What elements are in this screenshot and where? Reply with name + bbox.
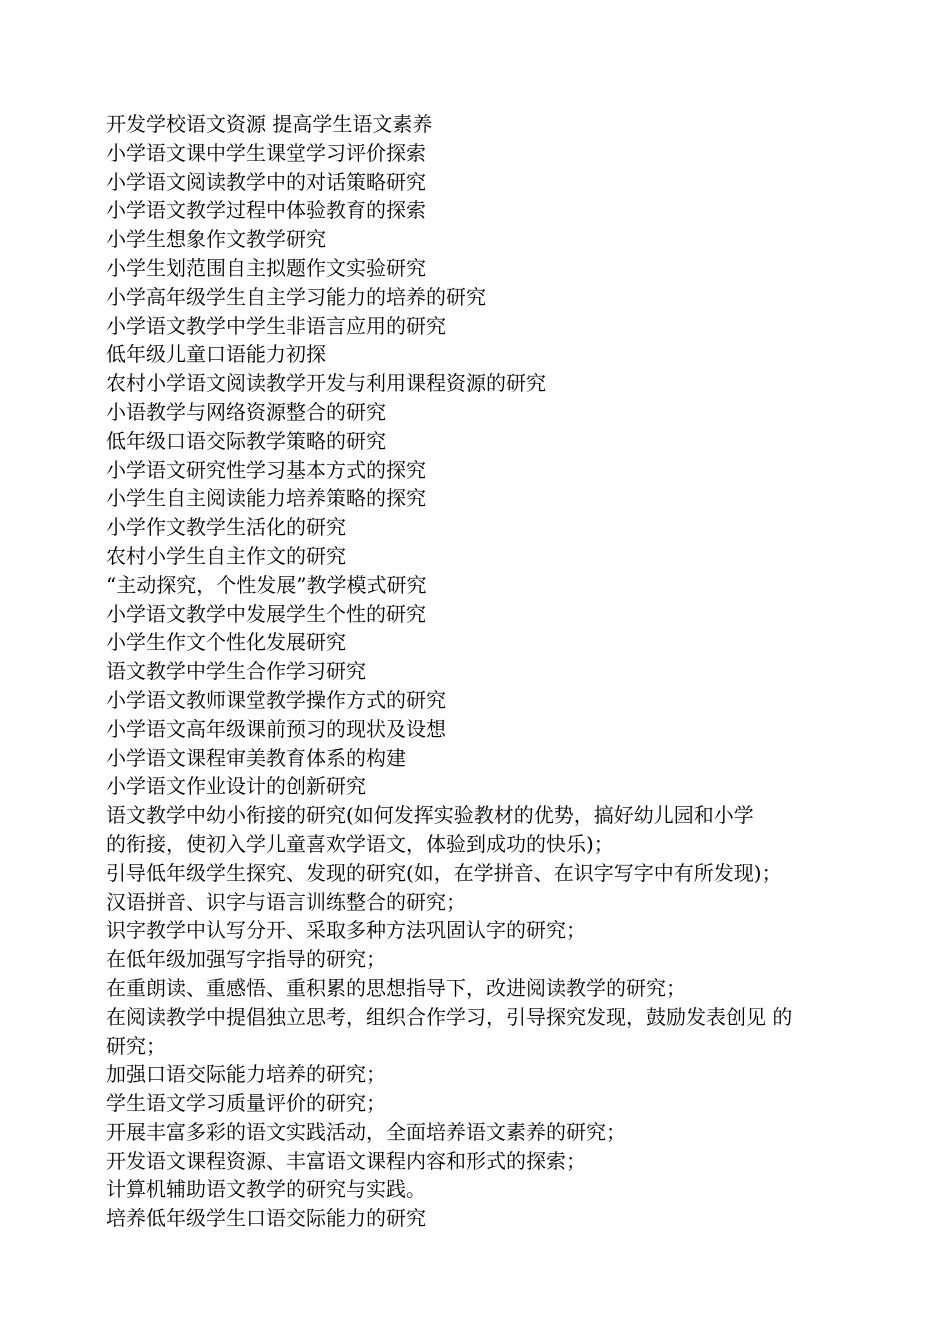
text-line: 农村小学语文阅读教学开发与利用课程资源的研究 — [106, 371, 546, 396]
text-line: 的衔接，使初入学儿童喜欢学语文，体验到成功的快乐)； — [106, 831, 614, 856]
text-line: 计算机辅助语文教学的研究与实践。 — [106, 1177, 426, 1202]
text-line: 小学语文教师课堂教学操作方式的研究 — [106, 687, 446, 712]
text-line: 低年级儿童口语能力初探 — [106, 342, 326, 367]
text-line: “主动探究，个性发展”教学模式研究 — [106, 572, 427, 597]
text-line: 加强口语交际能力培养的研究； — [106, 1062, 386, 1087]
text-line: 小学生划范围自主拟题作文实验研究 — [106, 255, 426, 280]
text-line: 培养低年级学生口语交际能力的研究 — [106, 1206, 426, 1231]
text-line: 小学语文作业设计的创新研究 — [106, 774, 366, 799]
text-line: 小学语文高年级课前预习的现状及设想 — [106, 716, 446, 741]
text-line: 研究； — [106, 1033, 166, 1058]
text-line: 小学高年级学生自主学习能力的培养的研究 — [106, 284, 486, 309]
text-line: 小学语文研究性学习基本方式的探究 — [106, 457, 426, 482]
text-line: 学生语文学习质量评价的研究； — [106, 1091, 386, 1116]
text-line: 低年级口语交际教学策略的研究 — [106, 428, 386, 453]
text-line: 在低年级加强写字指导的研究； — [106, 947, 386, 972]
text-line: 小学语文教学中发展学生个性的研究 — [106, 601, 426, 626]
text-line: 语文教学中学生合作学习研究 — [106, 659, 366, 684]
text-line: 汉语拼音、识字与语言训练整合的研究； — [106, 889, 466, 914]
text-line: 农村小学生自主作文的研究 — [106, 543, 346, 568]
text-line: 在阅读教学中提倡独立思考，组织合作学习，引导探究发现，鼓励发表创见 的 — [106, 1004, 793, 1029]
text-line: 小学生自主阅读能力培养策略的探究 — [106, 486, 426, 511]
text-line: 小学语文阅读教学中的对话策略研究 — [106, 169, 426, 194]
document-body — [106, 110, 850, 1233]
text-line: 小学语文教学中学生非语言应用的研究 — [106, 313, 446, 338]
text-line: 开发语文课程资源、丰富语文课程内容和形式的探索； — [106, 1148, 586, 1173]
text-line: 小学生作文个性化发展研究 — [106, 630, 346, 655]
text-line: 开发学校语文资源 提高学生语文素养 — [106, 112, 433, 136]
text-line: 小学生想象作文教学研究 — [106, 227, 326, 252]
text-line: 在重朗读、重感悟、重积累的思想指导下，改进阅读教学的研究； — [106, 975, 686, 1000]
text-line: 小学语文课程审美教育体系的构建 — [106, 745, 406, 770]
text-line: 引导低年级学生探究、发现的研究(如，在学拼音、在识字写字中有所发现)； — [106, 860, 782, 885]
text-line: 小语教学与网络资源整合的研究 — [106, 399, 386, 424]
text-line: 小学语文教学过程中体验教育的探索 — [106, 198, 426, 223]
text-line: 小学作文教学生活化的研究 — [106, 515, 346, 540]
text-line: 识字教学中认写分开、采取多种方法巩固认字的研究； — [106, 918, 586, 943]
text-line: 小学语文课中学生课堂学习评价探索 — [106, 140, 426, 165]
text-line: 语文教学中幼小衔接的研究(如何发挥实验教材的优势，搞好幼儿园和小学 — [106, 803, 754, 828]
text-line: 开展丰富多彩的语文实践活动，全面培养语文素养的研究； — [106, 1119, 626, 1144]
